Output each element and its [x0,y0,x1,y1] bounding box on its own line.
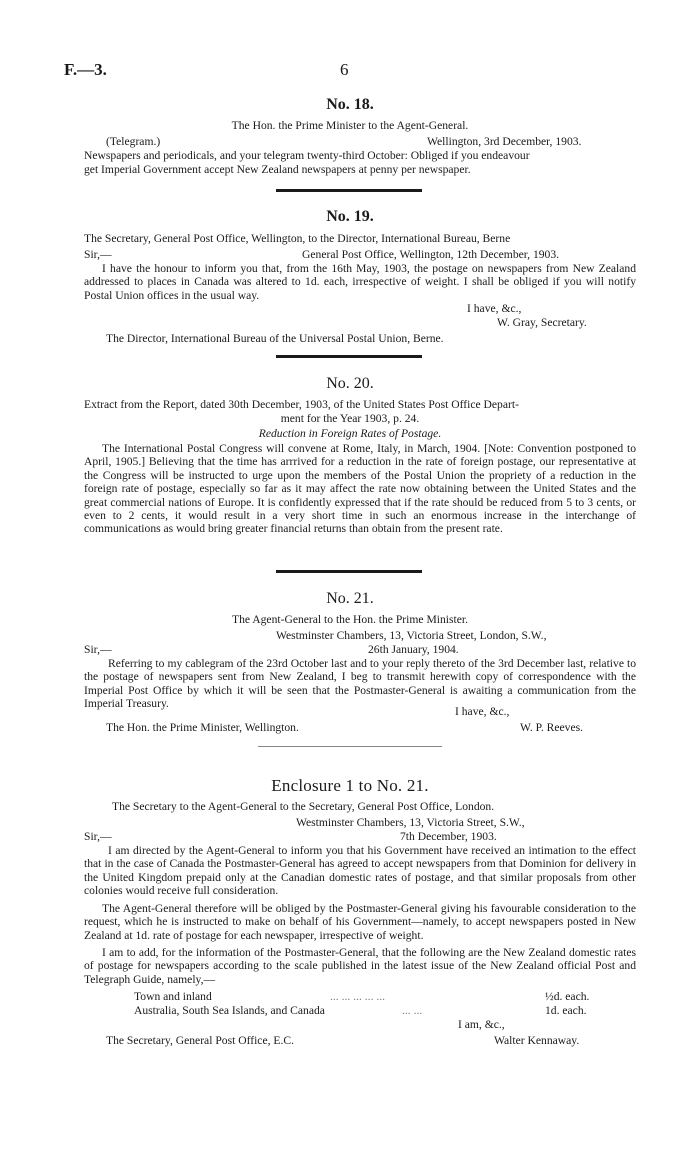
doc21-salutation: Sir,— [84,643,112,656]
rate-row-leader: ... ... [402,1004,423,1017]
enclosure-signature: Walter Kennaway. [494,1034,580,1047]
doc19-body: I have the honour to inform you that, from the 16th May, 1903, the postage on newspapers from New Zealand addressed to places in Canada was altered to 1d. each, irrespective of weight. I shall be obliged if you will notify Postal Union offices in the usual way. [84,262,636,302]
doc21-signature: W. P. Reeves. [520,721,584,734]
enclosure-closing: I am, &c., [458,1018,505,1031]
rate-row-label: Town and inland [134,990,212,1003]
doc19-number: No. 19. [326,208,374,225]
doc18-heading: The Hon. the Prime Minister to the Agent-General. [231,119,469,132]
section-separator [276,189,422,192]
enclosure-addressee: The Secretary, General Post Office, E.C. [106,1034,295,1047]
doc19-salutation: Sir,— [84,248,112,261]
doc21-number: No. 21. [326,590,374,607]
enclosure-para1: I am directed by the Agent-General to inform you that his Government have received an intimation to the effect that in the case of Canada the Postmaster-General has agreed to accept newspapers from that Dominion for delivery in the United Kingdom prepaid only at the Canadian domestic rates of postage, and that similar proposals from other colonies would receive full consideration. [84,844,636,898]
doc19-closing: I have, &c., [467,302,522,315]
doc20-heading-line2: ment for the Year 1903, p. 24. [280,412,420,425]
doc21-addressee: The Hon. the Prime Minister, Wellington. [106,721,299,734]
doc19-signature: W. Gray, Secretary. [497,316,587,329]
doc18-number: No. 18. [326,96,374,113]
section-separator [276,570,422,573]
document-reference: F.—3. [64,60,107,79]
doc18-type: (Telegram.) [106,135,161,148]
rate-row-value: 1d. each. [545,1004,587,1017]
enclosure-title: Enclosure 1 to No. 21. [271,776,429,795]
doc20-heading-line1: Extract from the Report, dated 30th December, 1903, of the United States Post Office Depart- [84,398,519,411]
doc21-heading: The Agent-General to the Hon. the Prime Minister. [231,613,468,626]
enclosure-date: 7th December, 1903. [400,830,497,843]
doc18-body-line1: Newspapers and periodicals, and your telegram twenty-third October: Obliged if you endeavour [84,149,530,162]
rate-row-label: Australia, South Sea Islands, and Canada [134,1004,325,1017]
enclosure-heading: The Secretary to the Agent-General to the Secretary, General Post Office, London. [112,800,495,813]
section-separator-thin [258,746,442,747]
doc18-body-line2: get Imperial Government accept New Zealand newspapers at penny per newspaper. [84,163,471,176]
section-separator [276,355,422,358]
doc20-body: The International Postal Congress will convene at Rome, Italy, in March, 1904. [Note: Convention postponed to April, 1905.] Believing that the time has arrrived for a reduction in the rate of foreign postage, our representative at the Congress will be instructed to urge upon the members of the Postal Union the propriety of a reduction in the foreign rate of postage, especially so far as it may affect the rate now obtaining between the United States and the great commercial nations of Europe. It is confidently expressed that if the rate should be reduced from 5 to 3 cents, or even to 2 cents, it would result in a very short time in such an enormous increase in the interchange of communications as would bring greater financial returns than obtain from the present rate. [84,442,636,536]
doc19-addressee: The Director, International Bureau of the Universal Postal Union, Berne. [106,332,444,345]
doc21-date: 26th January, 1904. [368,643,459,656]
rate-row-leader: ... ... ... ... ... [330,990,386,1003]
enclosure-address: Westminster Chambers, 13, Victoria Street, S.W., [296,816,525,829]
doc21-closing: I have, &c., [455,705,510,718]
doc19-dateline: General Post Office, Wellington, 12th December, 1903. [302,248,560,261]
doc21-body: Referring to my cablegram of the 23rd October last and to your reply thereto of the 3rd December last, relative to the postage of newspapers sent from New Zealand, I beg to transmit herewith copy of correspondence with the Imperial Post Office by which it will be seen that the Postmaster-General is awaiting a communication from the Imperial Treasury. [84,657,636,711]
doc20-subheading: Reduction in Foreign Rates of Postage. [258,427,442,440]
enclosure-salutation: Sir,— [84,830,112,843]
page-number: 6 [340,60,349,79]
doc20-number: No. 20. [326,375,374,392]
doc21-address: Westminster Chambers, 13, Victoria Street, London, S.W., [276,629,547,642]
doc19-heading: The Secretary, General Post Office, Wellington, to the Director, International Bureau, Berne [84,232,511,245]
rate-row-value: ½d. each. [545,990,590,1003]
doc18-dateline: Wellington, 3rd December, 1903. [427,135,582,148]
enclosure-para3: I am to add, for the information of the Postmaster-General, that the following are the New Zealand domestic rates of postage for newspapers according to the scale published in the latest issue of the New Zealand official Post and Telegraph Guide, namely,— [84,946,636,986]
enclosure-para2: The Agent-General therefore will be obliged by the Postmaster-General giving his favourable consideration to the request, which he is instructed to make on behalf of his Government—namely, to accept newspapers posted in New Zealand at 1d. rate of postage for each newspaper, irrespective of weight. [84,902,636,942]
